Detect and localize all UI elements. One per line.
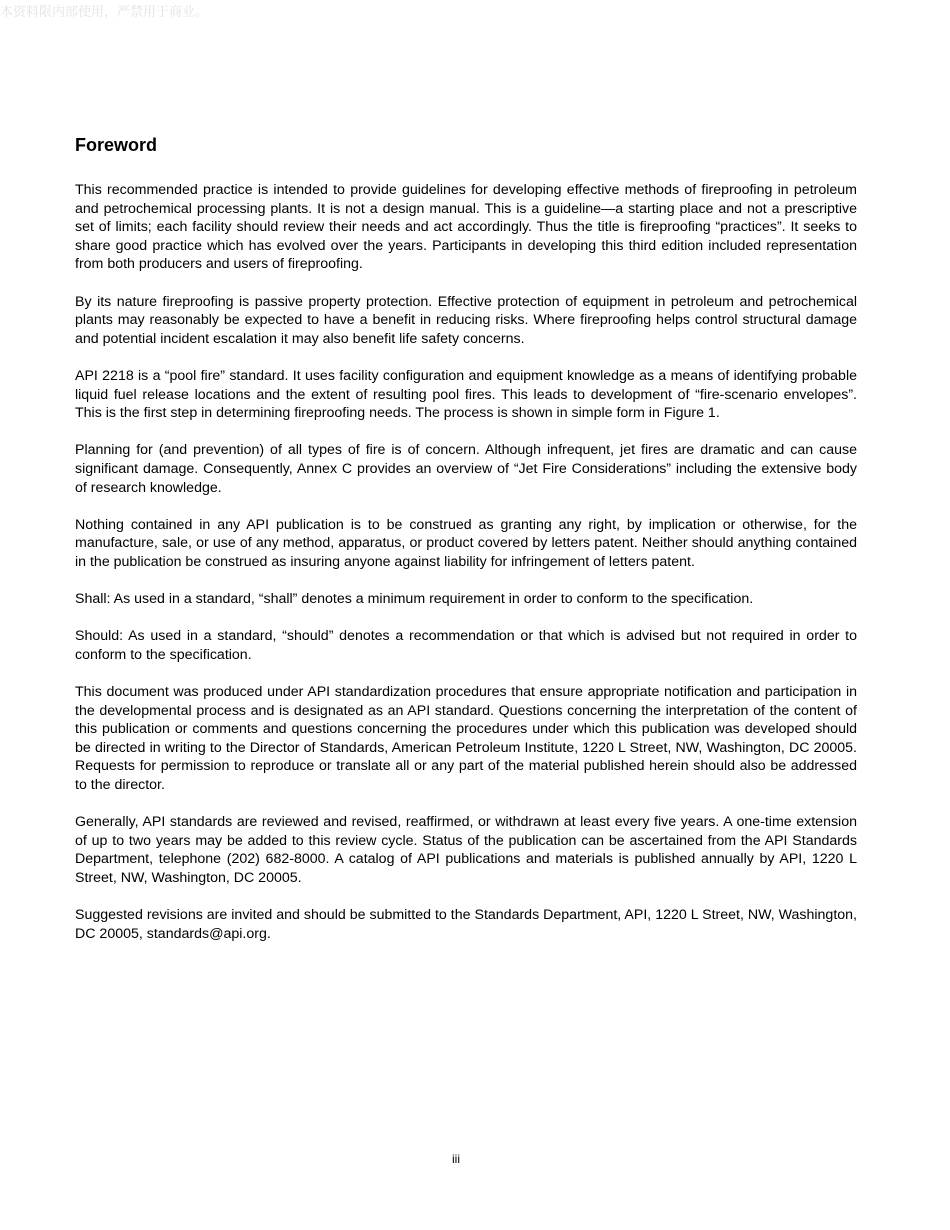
paragraph-standardization: This document was produced under API standardization procedures that ensure appropriate notification and participation in the developmental process and is designated as an API standard. Questions concerning the interpretation of the content of this publication or comments and questions concerning the procedures under which this publication was developed should be directed in writing to the Director of Standards, American Petroleum Institute, 1220 L Street, NW, Washington, DC 20005. Requests for permission to reproduce or translate all or any part of the material published herein should also be addressed to the director. (75, 684, 857, 793)
page-number: iii (452, 1152, 460, 1166)
paragraph-jet-fires: Planning for (and prevention) of all types of fire is of concern. Although infrequent, jet fires are dramatic and can cause significant damage. Consequently, Annex C provides an overview of “Jet Fire Considerations” including the extensive body of research knowledge. (75, 442, 857, 496)
paragraph-suggested-revisions: Suggested revisions are invited and should be submitted to the Standards Department, API, 1220 L Street, NW, Washington, DC 20005, standards@api.org. (75, 907, 857, 942)
foreword-section (75, 134, 857, 962)
paragraph-pool-fire: API 2218 is a “pool fire” standard. It uses facility configuration and equipment knowledge as a means of identifying probable liquid fuel release locations and the extent of resulting pool fires. This leads to development of “fire-scenario envelopes”. This is the first step in determining fireproofing needs. The process is shown in simple form in Figure 1. (75, 367, 857, 422)
paragraph-shall-definition: Shall: As used in a standard, “shall” denotes a minimum requirement in order to conform to the specification. (75, 591, 754, 608)
page-title: Foreword (75, 135, 158, 155)
paragraph-should-definition: Should: As used in a standard, “should” denotes a recommendation or that which is advised but not required in order to conform to the specification. (75, 628, 857, 663)
paragraph-review-cycle: Generally, API standards are reviewed and revised, reaffirmed, or withdrawn at least every five years. A one-time extension of up to two years may be added to this review cycle. Status of the publication can be ascertained from the API Standards Department, telephone (202) 682-8000. A catalog of API publications and materials is published annually by API, 1220 L Street, NW, Washington, DC 20005. (75, 814, 857, 886)
paragraph-intro: This recommended practice is intended to provide guidelines for developing effective methods of fireproofing in petroleum and petrochemical processing plants. It is not a design manual. This is a guideline—a starting place and not a prescriptive set of limits; each facility should review their needs and act accordingly. Thus the title is fireproofing “practices”. It seeks to share good practice which has evolved over the years. Participants in developing this third edition included representation from both producers and users of fireproofing. (75, 182, 857, 273)
paragraph-patent-disclaimer: Nothing contained in any API publication is to be construed as granting any right, by implication or otherwise, for the manufacture, sale, or use of any method, apparatus, or product covered by letters patent. Neither should anything contained in the publication be construed as insuring anyone against liability for infringement of letters patent. (75, 516, 857, 570)
paragraph-passive-protection: By its nature fireproofing is passive property protection. Effective protection of equipment in petroleum and petrochemical plants may reasonably be expected to have a benefit in reducing risks. Where fireproofing helps control structural damage and potential incident escalation it may also benefit life safety concerns. (75, 293, 857, 347)
watermark-text: 本资料限内部使用，严禁用于商业。 (0, 5, 209, 20)
